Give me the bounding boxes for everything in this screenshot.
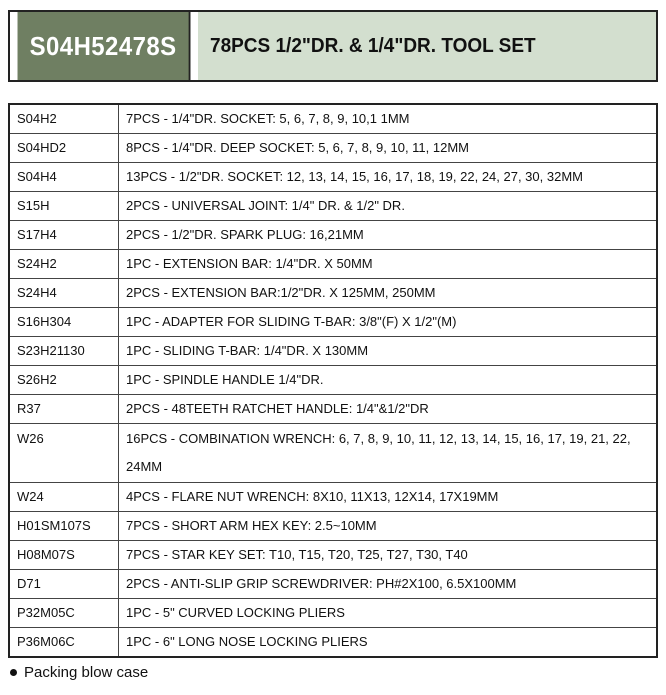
table-row <box>9 279 657 308</box>
table-row <box>9 104 657 134</box>
item-code: S04HD2 <box>9 134 119 163</box>
table-row <box>9 308 657 337</box>
contents-table <box>8 103 658 658</box>
item-description: 16PCS - COMBINATION WRENCH: 6, 7, 8, 9, 10, 11, 12, 13, 14, 15, 16, 17, 19, 21, 22, 24MM <box>119 424 658 483</box>
item-code: S04H4 <box>9 163 119 192</box>
item-code: R37 <box>9 395 119 424</box>
packing-note <box>10 664 148 681</box>
item-code: S15H <box>9 192 119 221</box>
item-code: P32M05C <box>9 599 119 628</box>
table-row <box>9 250 657 279</box>
table-row <box>9 192 657 221</box>
item-description: 1PC - 5" CURVED LOCKING PLIERS <box>119 599 658 628</box>
item-code: S04H2 <box>9 104 119 134</box>
item-description: 7PCS - 1/4"DR. SOCKET: 5, 6, 7, 8, 9, 10,1 1MM <box>119 104 658 134</box>
table-row <box>9 221 657 250</box>
item-code: W26 <box>9 424 119 483</box>
table-row <box>9 541 657 570</box>
item-code: D71 <box>9 570 119 599</box>
table-row <box>9 483 657 512</box>
item-code: S23H21130 <box>9 337 119 366</box>
item-description: 2PCS - 1/2"DR. SPARK PLUG: 16,21MM <box>119 221 658 250</box>
item-description: 1PC - SPINDLE HANDLE 1/4"DR. <box>119 366 658 395</box>
table-row <box>9 163 657 192</box>
item-description: 2PCS - UNIVERSAL JOINT: 1/4" DR. & 1/2" DR. <box>119 192 658 221</box>
item-description: 1PC - EXTENSION BAR: 1/4"DR. X 50MM <box>119 250 658 279</box>
packing-note-text: Packing blow case <box>24 664 149 681</box>
table-row <box>9 424 657 483</box>
item-code: W24 <box>9 483 119 512</box>
product-code: S04H52478S <box>18 12 191 80</box>
item-code: P36M06C <box>9 628 119 658</box>
item-description: 8PCS - 1/4"DR. DEEP SOCKET: 5, 6, 7, 8, 9, 10, 11, 12MM <box>119 134 658 163</box>
item-code: S17H4 <box>9 221 119 250</box>
item-code: S26H2 <box>9 366 119 395</box>
table-row <box>9 628 657 658</box>
item-description: 1PC - SLIDING T-BAR: 1/4"DR. X 130MM <box>119 337 658 366</box>
table-row <box>9 366 657 395</box>
item-description: 4PCS - FLARE NUT WRENCH: 8X10, 11X13, 12X14, 17X19MM <box>119 483 658 512</box>
table-row <box>9 395 657 424</box>
table-row <box>9 337 657 366</box>
item-description: 7PCS - SHORT ARM HEX KEY: 2.5~10MM <box>119 512 658 541</box>
item-description: 1PC - 6" LONG NOSE LOCKING PLIERS <box>119 628 658 658</box>
item-code: S24H2 <box>9 250 119 279</box>
item-code: H01SM107S <box>9 512 119 541</box>
item-code: S16H304 <box>9 308 119 337</box>
table-row <box>9 512 657 541</box>
item-description: 2PCS - EXTENSION BAR:1/2"DR. X 125MM, 250MM <box>119 279 658 308</box>
item-description: 1PC - ADAPTER FOR SLIDING T-BAR: 3/8"(F) X 1/2"(M) <box>119 308 658 337</box>
contents-table-body <box>9 104 657 657</box>
bullet-icon <box>10 669 17 676</box>
item-description: 13PCS - 1/2"DR. SOCKET: 12, 13, 14, 15, 16, 17, 18, 19, 22, 24, 27, 30, 32MM <box>119 163 658 192</box>
item-description: 7PCS - STAR KEY SET: T10, T15, T20, T25, T27, T30, T40 <box>119 541 658 570</box>
table-row <box>9 570 657 599</box>
table-row <box>9 134 657 163</box>
item-description: 2PCS - 48TEETH RATCHET HANDLE: 1/4"&1/2"DR <box>119 395 658 424</box>
item-code: H08M07S <box>9 541 119 570</box>
product-title <box>198 12 656 80</box>
table-row <box>9 599 657 628</box>
product-title-text: 78PCS 1/2"DR. & 1/4"DR. TOOL SET <box>210 34 536 57</box>
product-header <box>8 10 658 82</box>
item-description: 2PCS - ANTI-SLIP GRIP SCREWDRIVER: PH#2X100, 6.5X100MM <box>119 570 658 599</box>
item-code: S24H4 <box>9 279 119 308</box>
